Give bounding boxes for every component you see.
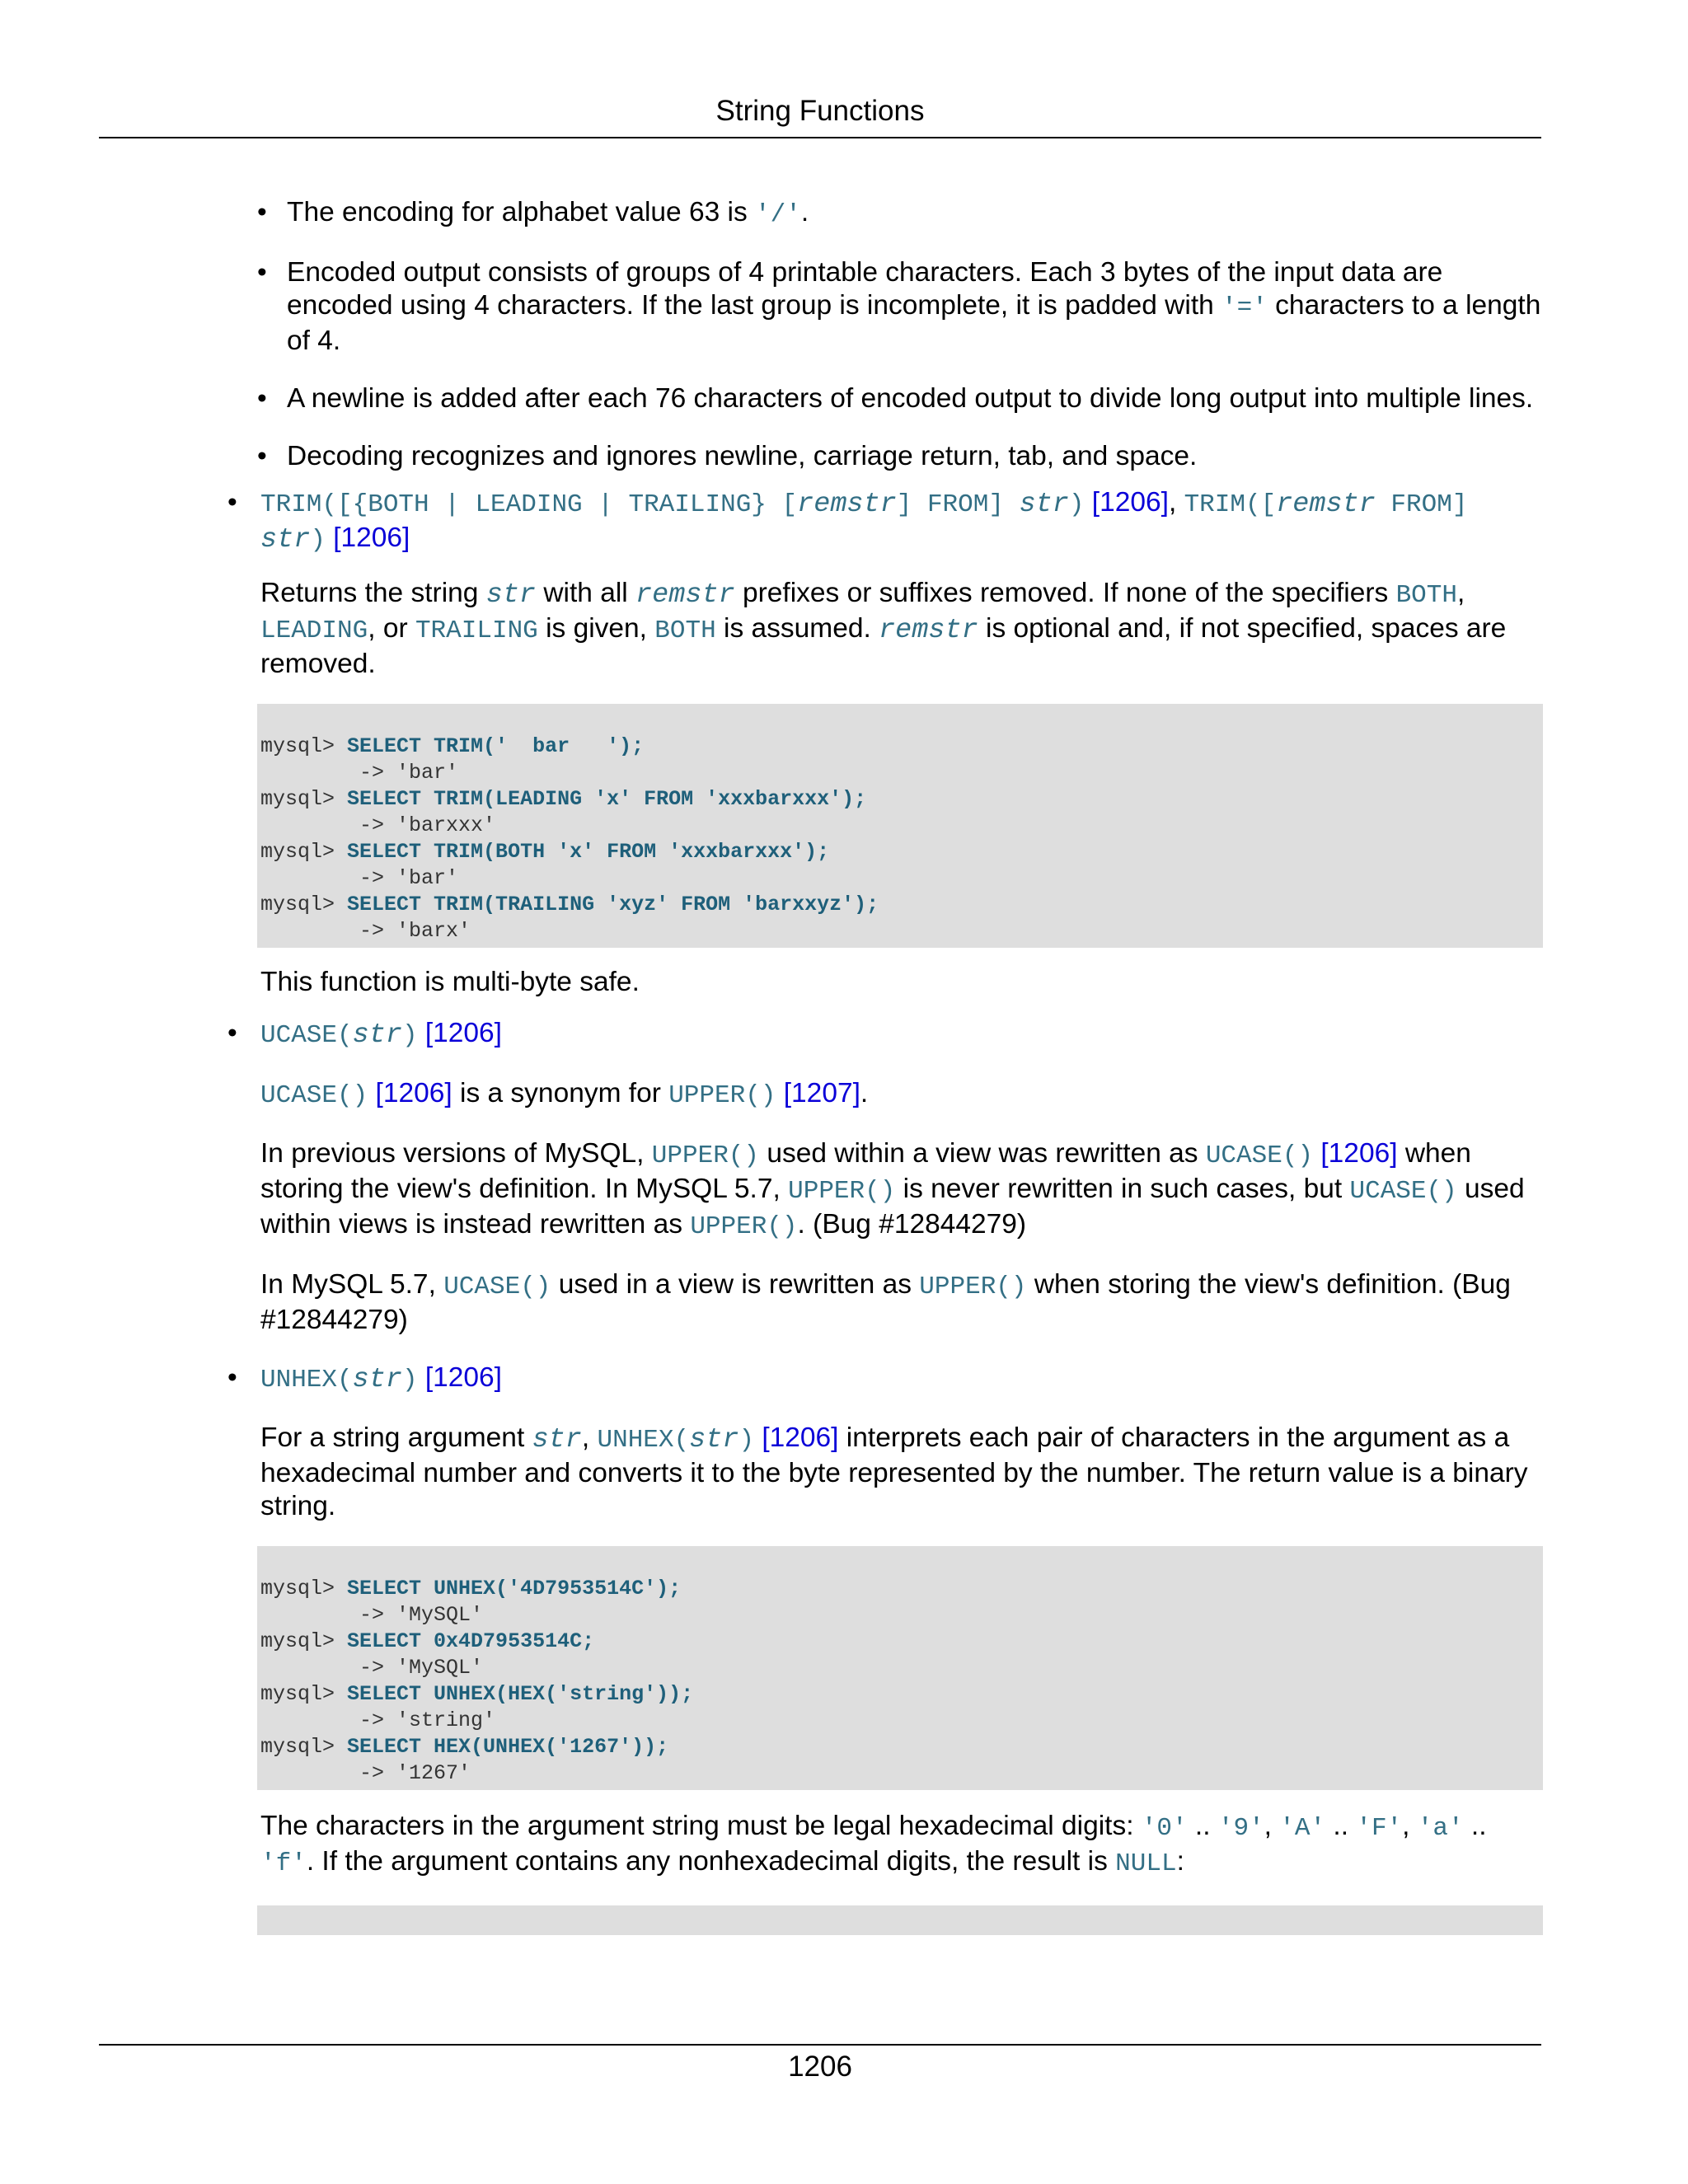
trim-entry (224, 486, 1543, 557)
footer-rule (99, 2044, 1541, 2046)
code-prompt: mysql> (260, 734, 348, 758)
bullet: • (257, 383, 267, 414)
inline-code: 'A' (1279, 1814, 1326, 1843)
list-item-text (287, 382, 1543, 415)
inline-code: UCASE( (260, 1021, 353, 1050)
text-run: . (Bug #12844279) (797, 1209, 1027, 1240)
text-run: , (581, 1422, 598, 1453)
text-run: . (860, 1078, 869, 1108)
code-argument: str (1019, 489, 1069, 520)
text-run: For a string argument (260, 1422, 532, 1453)
inline-code: UPPER() (788, 1177, 896, 1206)
code-command: SELECT TRIM(TRAILING 'xyz' FROM 'barxxyz'); (347, 893, 879, 916)
list-item (224, 256, 1543, 358)
inline-code: TRIM([ (1184, 490, 1277, 519)
inline-code: '/' (755, 200, 801, 229)
text-run: characters to a length of 4. (287, 290, 1541, 356)
page-number: 1206 (788, 2050, 852, 2083)
text-run: , or (368, 613, 415, 644)
code-output: -> 'string' (260, 1708, 496, 1732)
code-command: SELECT UNHEX('4D7953514C'); (347, 1577, 682, 1601)
code-prompt: mysql> (260, 1577, 348, 1601)
inline-code: UPPER() (668, 1081, 776, 1110)
inline-code: UNHEX( (597, 1426, 690, 1455)
bullet: • (227, 487, 237, 518)
code-line (260, 1602, 1543, 1629)
running-header: String Functions (715, 95, 925, 127)
inline-code: UPPER() (651, 1141, 760, 1170)
text-run: Decoding recognizes and ignores newline, carriage return, tab, and space. (287, 441, 1198, 471)
list-item (224, 196, 1543, 232)
text-run: Encoded output consists of groups of 4 printable characters. Each 3 bytes of the input data are encoded using 4 characters. If the last group is incomplete, it is padded with (287, 257, 1443, 321)
list-item-text (287, 196, 1543, 232)
code-command: SELECT TRIM(' bar '); (347, 734, 645, 758)
ucase-signature (260, 1017, 1543, 1052)
text-run: , (1168, 487, 1184, 518)
inline-code: 'f' (260, 1849, 307, 1878)
code-line (260, 1760, 1543, 1787)
inline-code: UPPER() (690, 1212, 798, 1241)
text-run: is a synonym for (452, 1078, 669, 1108)
code-argument: remstr (879, 615, 978, 646)
text-run: used within a view was rewritten as (759, 1138, 1206, 1169)
inline-code: UPPER() (919, 1272, 1027, 1301)
inline-code: UCASE() (443, 1272, 551, 1301)
inline-code: FROM] (1375, 490, 1468, 519)
ucase-entry (224, 1017, 1543, 1052)
trim-multibyte-note: This function is multi-byte safe. (260, 967, 640, 997)
list-item (224, 382, 1543, 415)
page-reference-link[interactable]: [1206] (754, 1422, 839, 1453)
inline-code: UCASE() (1205, 1141, 1314, 1170)
inline-code: ) (401, 1021, 418, 1050)
inline-code: BOTH (654, 616, 716, 645)
code-prompt: mysql> (260, 840, 348, 864)
text-run: when storing the view's definition. In MySQL 5.7, (260, 1138, 1471, 1204)
code-output: -> 'bar' (260, 761, 459, 785)
code-line (260, 1576, 1543, 1602)
code-argument: remstr (797, 489, 897, 520)
text-run: , (1402, 1811, 1418, 1841)
code-command: SELECT 0x4D7953514C; (347, 1629, 595, 1653)
inline-code: BOTH (1395, 581, 1457, 610)
code-argument: remstr (1276, 489, 1376, 520)
code-prompt: mysql> (260, 1735, 348, 1759)
inline-code: LEADING (260, 616, 368, 645)
code-argument: str (689, 1424, 739, 1455)
code-line (260, 813, 1543, 839)
inline-code: TRAILING (415, 616, 538, 645)
code-line (260, 1629, 1543, 1655)
text-run: is optional and, if not specified, spaces are removed. (260, 613, 1507, 679)
text-run: . (800, 197, 809, 227)
text-run: , (1457, 578, 1465, 608)
inline-code: ) (310, 526, 326, 555)
null-code-example-start (257, 1905, 1543, 1935)
code-command: SELECT UNHEX(HEX('string')); (347, 1682, 694, 1706)
code-output: -> '1267' (260, 1761, 471, 1785)
bullet: • (227, 1362, 237, 1393)
list-item-text (287, 256, 1543, 358)
page-reference-link[interactable]: [1206] (325, 523, 410, 553)
text-run: . If the argument contains any nonhexadecimal digits, the result is (306, 1846, 1116, 1877)
inline-code: UCASE() (1349, 1177, 1457, 1206)
code-prompt: mysql> (260, 787, 348, 811)
code-output: -> 'barxxx' (260, 813, 496, 837)
inline-code: '=' (1221, 293, 1268, 322)
code-line (260, 1655, 1543, 1681)
code-output: -> 'barx' (260, 919, 471, 943)
text-run: The encoding for alphabet value 63 is (287, 197, 756, 227)
code-line (260, 918, 1543, 944)
code-line (260, 760, 1543, 786)
code-output: -> 'bar' (260, 866, 459, 890)
text-run: In MySQL 5.7, (260, 1269, 444, 1300)
inline-code: ) (401, 1366, 418, 1394)
text-run: In previous versions of MySQL, (260, 1138, 652, 1169)
bullet: • (257, 197, 267, 227)
text-run: : (1176, 1846, 1184, 1877)
code-line (260, 786, 1543, 813)
code-line (260, 733, 1543, 760)
list-item-text (287, 440, 1543, 473)
inline-code: 'a' (1417, 1814, 1464, 1843)
list-item (224, 440, 1543, 473)
page-reference-link[interactable]: [1207] (776, 1078, 860, 1108)
text-run: with all (536, 578, 636, 608)
text-run: Returns the string (260, 578, 486, 608)
code-argument: str (260, 524, 311, 555)
text-run: is given, (537, 613, 655, 644)
trim-code-example (257, 704, 1543, 948)
ucase-rewrite-note (224, 1268, 1543, 1337)
inline-code: ] FROM] (896, 490, 1020, 519)
unhex-signature (260, 1361, 1543, 1397)
page-reference-link[interactable]: [1206] (1084, 487, 1169, 518)
code-argument: str (352, 1019, 402, 1051)
text-run: used within views is instead rewritten as (260, 1174, 1525, 1240)
text-run: , (1264, 1811, 1280, 1841)
code-output: -> 'MySQL' (260, 1656, 484, 1680)
inline-code: NULL (1115, 1849, 1177, 1878)
text-run: .. (1325, 1811, 1357, 1841)
trim-signature (260, 486, 1543, 557)
base64-notes-list (224, 196, 1543, 473)
code-output: -> 'MySQL' (260, 1603, 484, 1627)
text-run: A newline is added after each 76 characters of encoded output to divide long output into multiple lines. (287, 383, 1534, 414)
inline-code: ) (738, 1426, 755, 1455)
code-command: SELECT TRIM(BOTH 'x' FROM 'xxxbarxxx'); (347, 840, 830, 864)
unhex-code-example (257, 1546, 1543, 1790)
text-run: interprets each pair of characters in the argument as a hexadecimal number and converts it to the byte represented by the number. The return value is a binary string. (260, 1422, 1528, 1521)
code-line (260, 1681, 1543, 1708)
page-body (224, 196, 1543, 1935)
bullet: • (227, 1018, 237, 1048)
unhex-description (224, 1422, 1543, 1523)
code-line (260, 1734, 1543, 1760)
text-run: is never rewritten in such cases, but (895, 1174, 1350, 1204)
inline-code: TRIM([{BOTH | LEADING | TRAILING} [ (260, 490, 798, 519)
inline-code: '0' (1141, 1814, 1188, 1843)
code-command: SELECT HEX(UNHEX('1267')); (347, 1735, 669, 1759)
page-reference-link[interactable]: [1206] (417, 1018, 502, 1048)
code-argument: str (352, 1364, 402, 1395)
inline-code: UCASE() (260, 1081, 368, 1110)
code-argument: str (532, 1424, 582, 1455)
bullet: • (257, 441, 267, 471)
header-rule (99, 137, 1541, 138)
trim-description (224, 577, 1543, 681)
text-run: prefixes or suffixes removed. If none of the specifiers (734, 578, 1396, 608)
unhex-legal-digits (224, 1810, 1543, 1881)
code-prompt: mysql> (260, 1629, 348, 1653)
code-command: SELECT TRIM(LEADING 'x' FROM 'xxxbarxxx'); (347, 787, 867, 811)
text-run: is assumed. (715, 613, 879, 644)
text-run: used in a view is rewritten as (551, 1269, 920, 1300)
inline-code: 'F' (1356, 1814, 1403, 1843)
code-prompt: mysql> (260, 893, 348, 916)
code-prompt: mysql> (260, 1682, 348, 1706)
inline-code: '9' (1217, 1814, 1264, 1843)
page-reference-link[interactable]: [1206] (417, 1362, 502, 1393)
text-run: The characters in the argument string must be legal hexadecimal digits: (260, 1811, 1142, 1841)
code-line (260, 1708, 1543, 1734)
text-run: when storing the view's definition. (Bug #12844279) (260, 1269, 1511, 1335)
page-reference-link[interactable]: [1206] (368, 1078, 452, 1108)
bullet: • (257, 257, 267, 288)
text-run: .. (1187, 1811, 1218, 1841)
code-line (260, 839, 1543, 865)
page-reference-link[interactable]: [1206] (1313, 1138, 1398, 1169)
code-line (260, 892, 1543, 918)
ucase-history (224, 1137, 1543, 1244)
text-run: .. (1463, 1811, 1487, 1841)
code-argument: remstr (635, 579, 735, 611)
code-line (260, 865, 1543, 892)
unhex-entry (224, 1361, 1543, 1397)
inline-code: ) (1068, 490, 1085, 519)
ucase-synonym (224, 1077, 1543, 1113)
inline-code: UNHEX( (260, 1366, 353, 1394)
code-argument: str (485, 579, 537, 611)
